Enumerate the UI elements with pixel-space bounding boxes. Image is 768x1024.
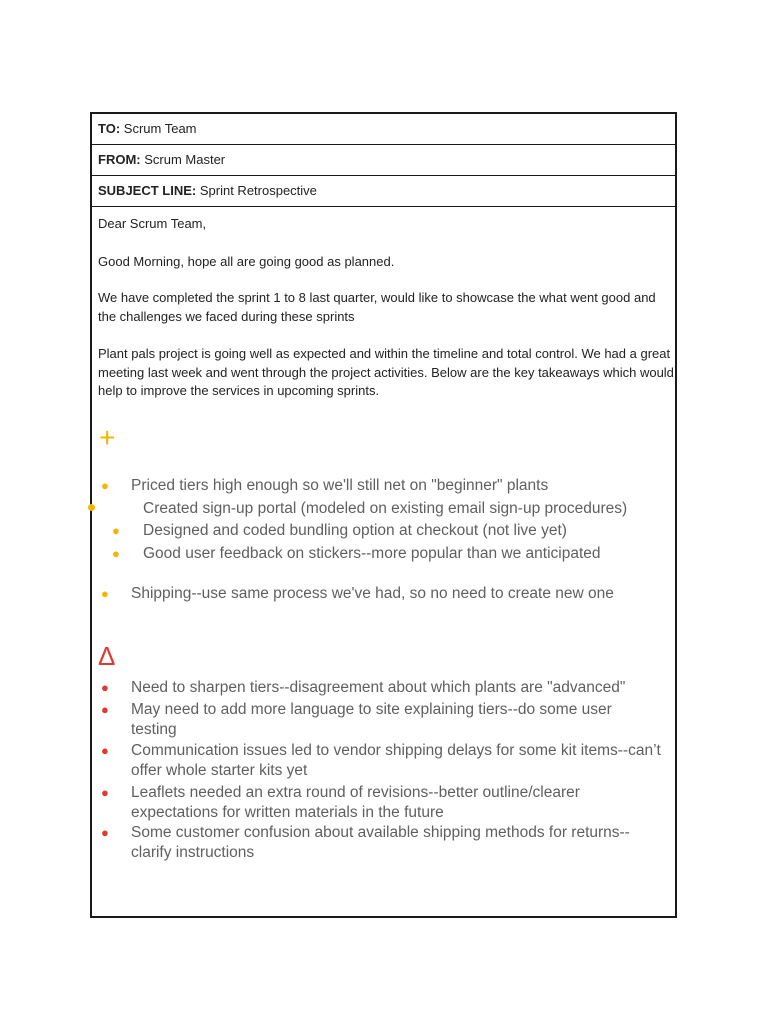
paragraph-sprints: We have completed the sprint 1 to 8 last quarter, would like to showcase the what went good and the challenges we faced during these sprints: [98, 290, 656, 324]
paragraph-intro: Good Morning, hope all are going good as planned.: [98, 253, 395, 269]
bullet-dot: ●: [101, 478, 109, 493]
list-item-text: Shipping--use same process we've had, so no need to create new one: [131, 585, 614, 602]
list-item-text: Priced tiers high enough so we'll still net on "beginner" plants: [131, 477, 549, 494]
bullet-dot: ●: [101, 702, 109, 717]
list-item-text: May need to add more language to site explaining tiers--do some user testing: [131, 701, 612, 738]
bullet-dot: ●: [112, 523, 120, 538]
list-item-text: Some customer confusion about available shipping methods for returns--clarify instructions: [131, 824, 630, 861]
bullet-dot: ●: [101, 586, 109, 601]
memo-body: [92, 207, 675, 401]
bullet-dot: ●: [101, 743, 109, 758]
bullet-dot: ●: [112, 546, 120, 561]
list-item-text: Communication issues led to vendor shipping delays for some kit items--can’t offer whole starter kits yet: [131, 742, 661, 779]
bullet-dot: ●: [101, 785, 109, 800]
memo-table: [90, 112, 677, 918]
from-label: FROM:: [98, 152, 141, 167]
list-item-text: Designed and coded bundling option at checkout (not live yet): [143, 522, 567, 539]
to-value: Scrum Team: [123, 121, 197, 136]
to-label: TO:: [98, 121, 121, 136]
list-item-text: Good user feedback on stickers--more popular than we anticipated: [143, 545, 601, 562]
subject-row: [92, 176, 675, 207]
subject-value: Sprint Retrospective: [199, 183, 317, 198]
bullet-dot: ●: [101, 825, 109, 840]
list-item-text: Need to sharpen tiers--disagreement about which plants are "advanced": [131, 679, 626, 696]
paragraph-project: Plant pals project is going well as expected and within the timeline and total control. We had a great meeting last week and went through the project activities. Below are the key takeaways which would help to improve the services in upcoming sprints.: [98, 346, 674, 398]
from-row: [92, 145, 675, 176]
list-item-text: Created sign-up portal (modeled on existing email sign-up procedures): [143, 500, 628, 517]
from-value: Scrum Master: [144, 152, 226, 167]
plus-icon: +: [99, 422, 116, 453]
greeting: Dear Scrum Team,: [98, 216, 207, 231]
subject-label: SUBJECT LINE:: [98, 183, 197, 198]
stray-bullet-dot: [88, 504, 95, 511]
delta-icon: Δ: [98, 641, 116, 671]
list-item-text: Leaflets needed an extra round of revisions--better outline/clearer expectations for written materials in the future: [131, 784, 580, 821]
to-row: [92, 114, 675, 145]
bullet-dot: ●: [101, 680, 109, 695]
